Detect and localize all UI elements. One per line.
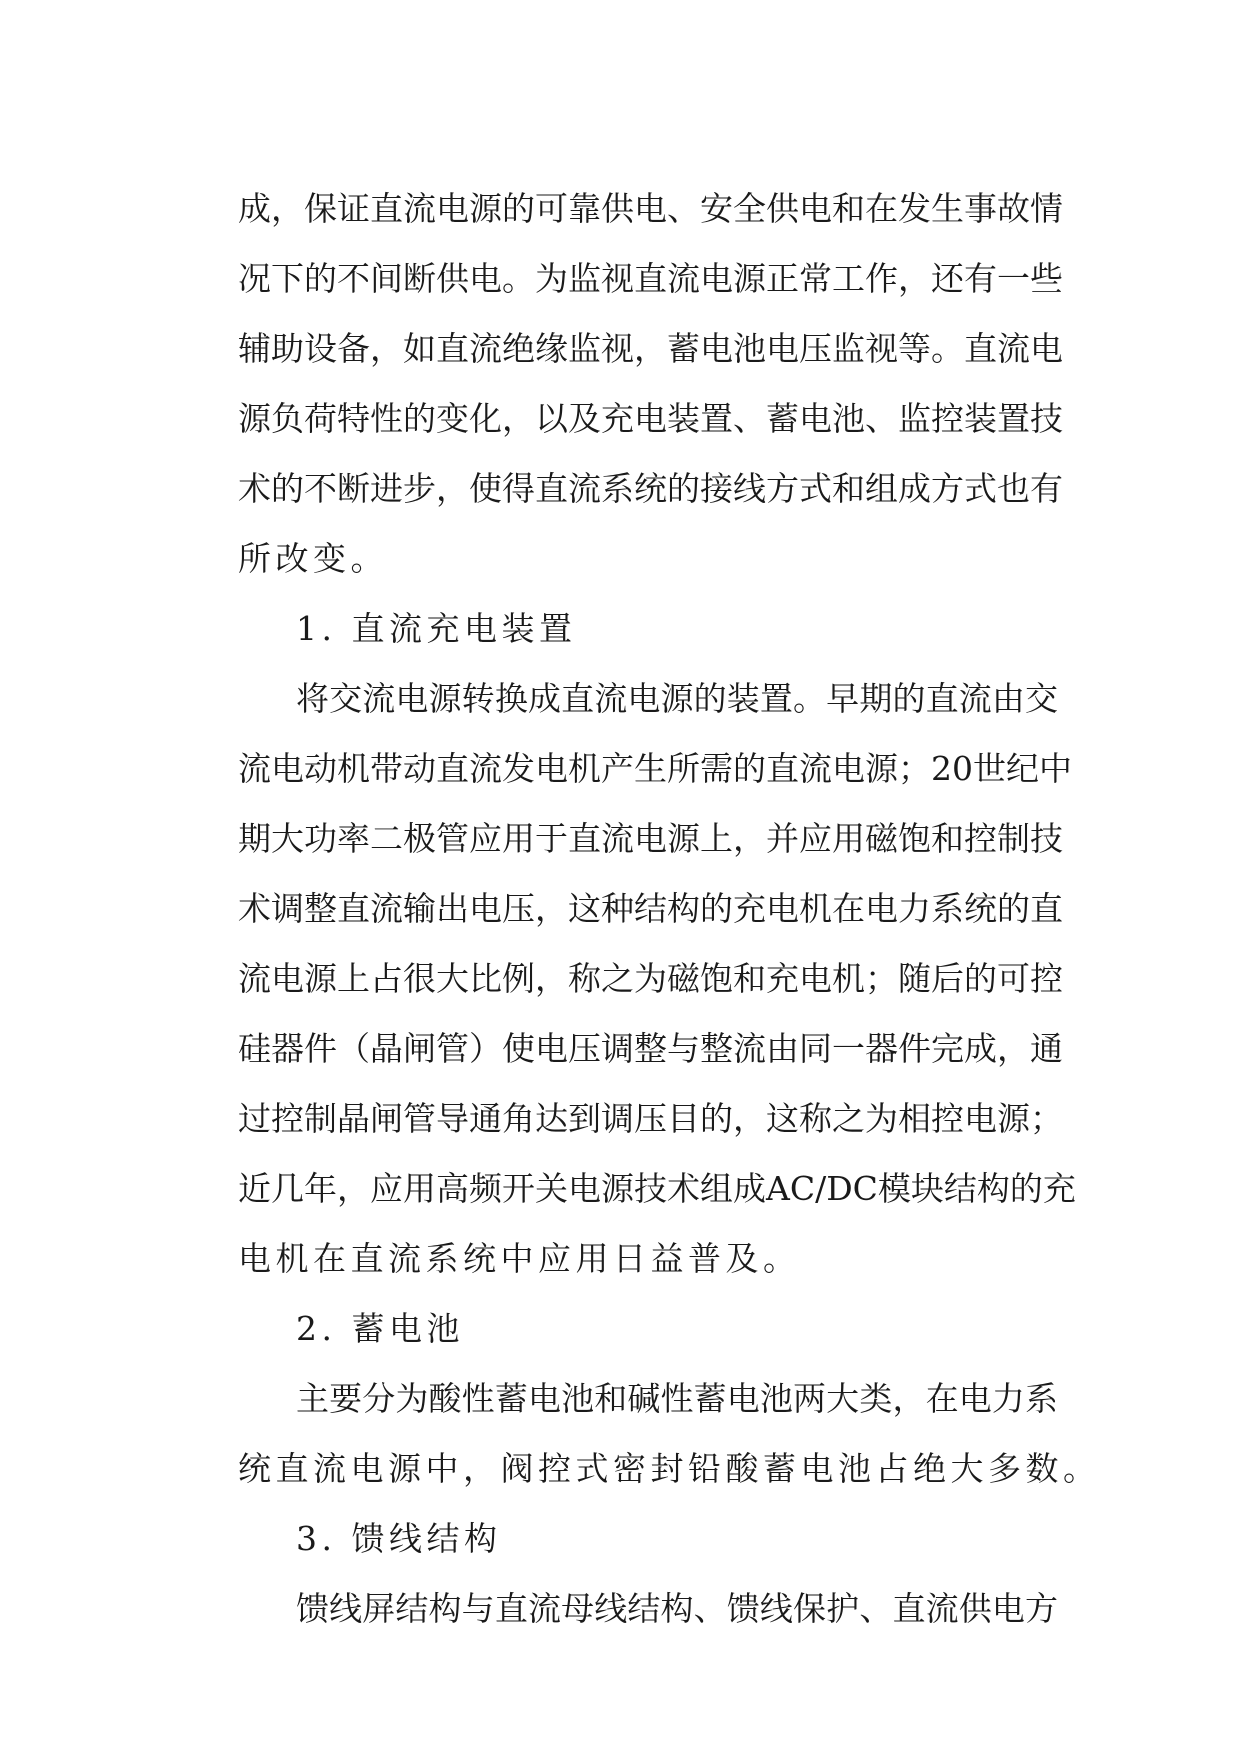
paragraph-line: 近几年，应用高频开关电源技术组成AC/DC模块结构的充 [238,1169,1076,1208]
paragraph-line: 术的不断进步，使得直流系统的接线方式和组成方式也有 [238,469,1063,508]
paragraph-line: 源负荷特性的变化，以及充电装置、蓄电池、监控装置技 [238,399,1063,438]
paragraph-line: 过控制晶闸管导通角达到调压目的，这称之为相控电源； [238,1099,1063,1138]
paragraph-line: 将交流电源转换成直流电源的装置。早期的直流由交 [296,679,1058,718]
paragraph-line: 硅器件（晶闸管）使电压调整与整流由同一器件完成，通 [238,1029,1063,1068]
section-heading-2: 2. 蓄电池 [296,1309,464,1348]
paragraph-line: 术调整直流输出电压，这种结构的充电机在电力系统的直 [238,889,1063,928]
paragraph-line: 成，保证直流电源的可靠供电、安全供电和在发生事故情 [238,189,1063,228]
body-text [238,174,1101,1644]
paragraph-line: 主要分为酸性蓄电池和碱性蓄电池两大类，在电力系 [296,1379,1058,1418]
paragraph-line: 电机在直流系统中应用日益普及。 [238,1239,801,1278]
section-heading-1: 1. 直流充电装置 [296,609,577,648]
paragraph-line: 馈线屏结构与直流母线结构、馈线保护、直流供电方 [296,1589,1058,1628]
paragraph-line: 所改变。 [238,539,388,578]
paragraph-line: 统直流电源中，阀控式密封铅酸蓄电池占绝大多数。 [238,1449,1101,1488]
section-heading-3: 3. 馈线结构 [296,1519,502,1558]
paragraph-line: 流电动机带动直流发电机产生所需的直流电源；20世纪中 [238,749,1072,788]
paragraph-line: 期大功率二极管应用于直流电源上，并应用磁饱和控制技 [238,819,1063,858]
paragraph-line: 况下的不间断供电。为监视直流电源正常工作，还有一些 [238,259,1063,298]
paragraph-line: 辅助设备，如直流绝缘监视，蓄电池电压监视等。直流电 [238,329,1063,368]
paragraph-line: 流电源上占很大比例，称之为磁饱和充电机；随后的可控 [238,959,1063,998]
